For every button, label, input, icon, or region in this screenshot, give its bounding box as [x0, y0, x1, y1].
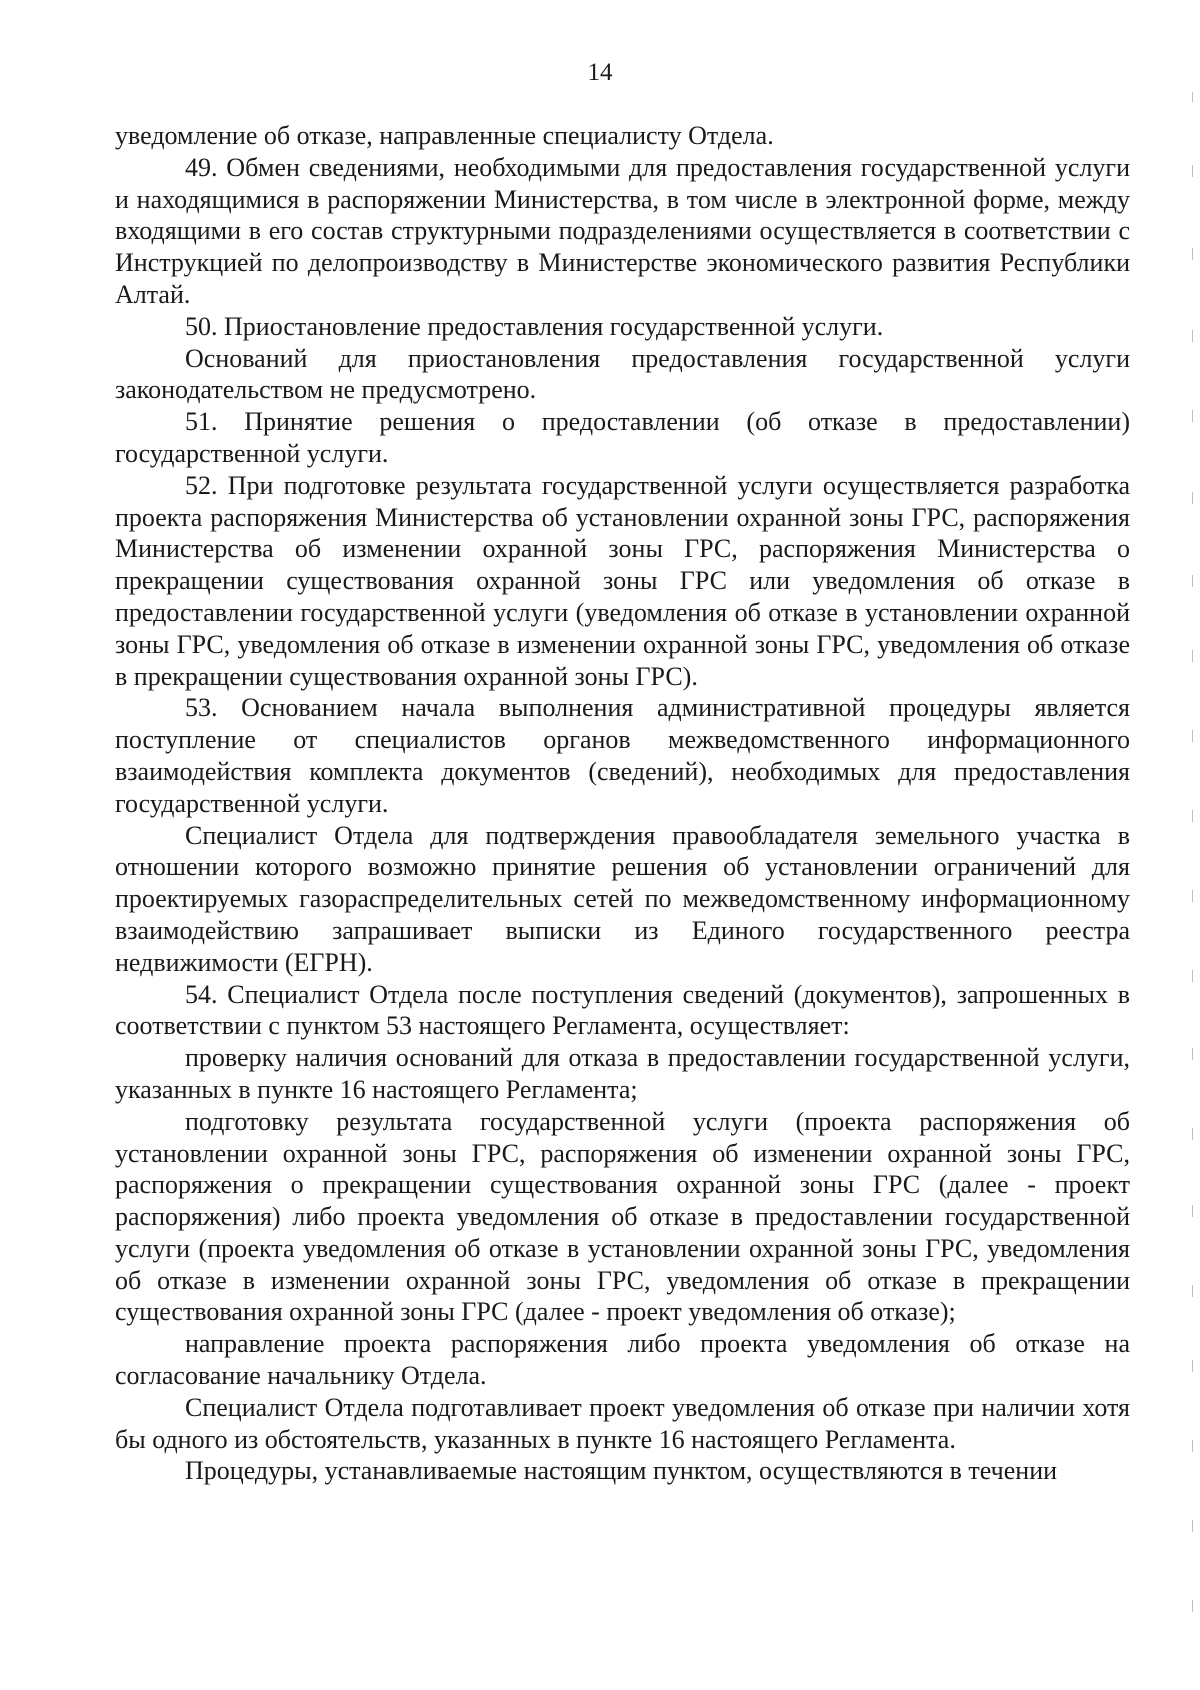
scan-edge-mark: [1192, 1048, 1193, 1060]
scan-edge-mark: [1192, 492, 1193, 504]
scan-edge-mark: [1192, 1205, 1193, 1217]
scan-edge-mark: [1192, 1440, 1193, 1452]
paragraph-50: 50. Приостановление предоставления государственной услуги.: [185, 311, 884, 341]
scan-edge-mark: [1192, 1285, 1193, 1297]
scan-edge-mark: [1192, 248, 1193, 260]
paragraph-49: 49. Обмен сведениями, необходимыми для предоставления государственной услуги и находящимися в распоряжении Министерства, в том числе в электронной форме, между входящими в его состав структурными подразделениями осуществляется в соответствии с Инструкцией по делопроизводству в Министерстве экономического развития Республики Алтай.: [115, 152, 1130, 309]
paragraph-54-item-2: подготовку результата государственной услуги (проекта распоряжения об установлении охранной зоны ГРС, распоряжения об изменении охранной зоны ГРС, распоряжения о прекращении существования охранной зоны ГРС (далее - проект распоряжения) либо проекта уведомления об отказе в предоставлении государственной услуги (проекта уведомления об отказе в установлении охранной зоны ГРС, уведомления об отказе в изменении охранной зоны ГРС, уведомления об отказе в прекращении существования охранной зоны ГРС (далее - проект уведомления об отказе);: [115, 1106, 1130, 1327]
scan-edge-mark: [1192, 92, 1193, 102]
scan-edge-mark: [1192, 890, 1193, 902]
paragraph-54-item-3: направление проекта распоряжения либо проекта уведомления об отказе на согласование начальнику Отдела.: [115, 1329, 1130, 1391]
paragraph-52: 52. При подготовке результата государственной услуги осуществляется разработка проекта распоряжения Министерства об установлении охранной зоны ГРС, распоряжения Министерства об изменении охранной зоны ГРС, распоряжения Министерства о прекращении существования охранной зоны ГРС или уведомления об отказе в предоставлении государственной услуги (уведомления об отказе в установлении охранной зоны ГРС, уведомления об отказе в изменении охранной зоны ГРС, уведомления об отказе в прекращении существования охранной зоны ГРС).: [115, 470, 1130, 691]
scan-edge-mark: [1192, 165, 1193, 177]
paragraph-54-text-1: Специалист Отдела подготавливает проект уведомления об отказе при наличии хотя бы одного из обстоятельств, указанных в пункте 16 настоящего Регламента.: [115, 1392, 1130, 1454]
paragraph-50-text: Оснований для приостановления предоставления государственной услуги законодательством не предусмотрено.: [115, 343, 1130, 405]
scan-edge-mark: [1192, 330, 1193, 342]
paragraph-continuation: уведомление об отказе, направленные специалисту Отдела.: [115, 121, 774, 150]
paragraph-54-text-2: Процедуры, устанавливаемые настоящим пунктом, осуществляются в течении: [185, 1456, 1058, 1486]
scan-edge-mark: [1192, 575, 1193, 587]
paragraph-53: 53. Основанием начала выполнения административной процедуры является поступление от специалистов органов межведомственного информационного взаимодействия комплекта документов (сведений), необходимых для предоставления государственной услуги.: [115, 693, 1130, 818]
scan-edge-mark: [1192, 1360, 1193, 1372]
document-body: [115, 120, 1130, 1487]
paragraph-51: 51. Принятие решения о предоставлении (об отказе в предоставлении) государственной услуги.: [115, 407, 1130, 468]
page-number: 14: [587, 59, 613, 86]
scan-edge-mark: [1192, 1128, 1193, 1140]
scan-edge-mark: [1192, 810, 1193, 822]
paragraph-53-text: Специалист Отдела для подтверждения правообладателя земельного участка в отношении которого возможно принятие решения об установлении ограничений для проектируемых газораспределительных сетей по межведомственному информационному взаимодействию запрашивает выписки из Единого государственного реестра недвижимости (ЕГРН).: [115, 820, 1130, 977]
paragraph-54-item-1: проверку наличия оснований для отказа в предоставлении государственной услуги, указанных в пункте 16 настоящего Регламента;: [115, 1043, 1130, 1104]
scan-edge-mark: [1192, 1600, 1193, 1612]
scan-edge-mark: [1192, 650, 1193, 662]
scan-edge-mark: [1192, 410, 1193, 422]
scan-edge-mark: [1192, 730, 1193, 742]
scan-edge-mark: [1192, 1520, 1193, 1532]
scan-edge-mark: [1192, 970, 1193, 982]
paragraph-54: 54. Специалист Отдела после поступления сведений (документов), запрошенных в соответствии с пунктом 53 настоящего Регламента, осуществляет:: [115, 979, 1130, 1041]
